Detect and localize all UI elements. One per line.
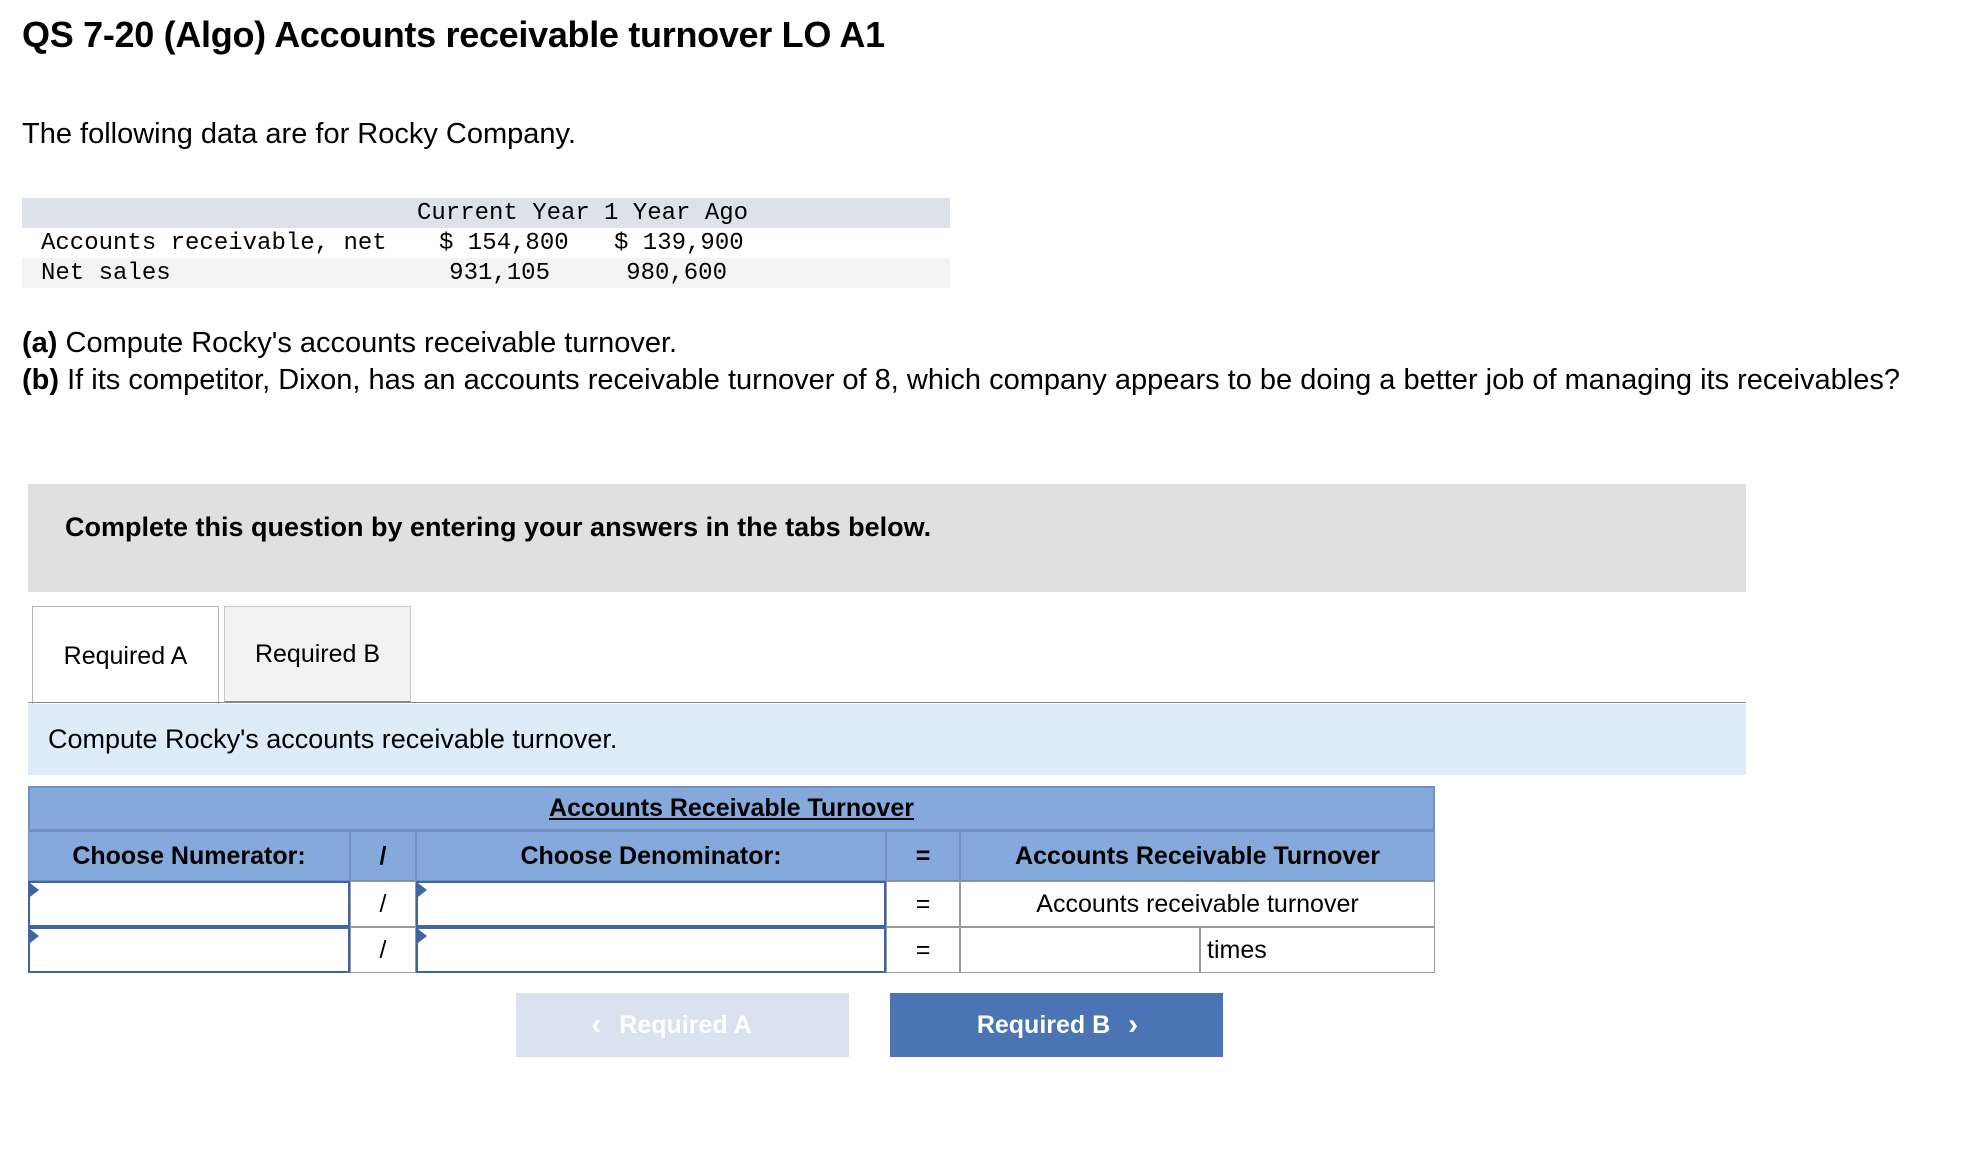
tab-instruction <box>28 704 1746 775</box>
question-b <box>22 362 1912 399</box>
page-title: QS 7-20 (Algo) Accounts receivable turnover LO A1 <box>22 14 885 55</box>
dropdown-marker-icon <box>418 929 427 943</box>
prior-year-value: $ 139,900 <box>614 230 744 257</box>
grid-title-row <box>28 786 1435 831</box>
question-a-text: Compute Rocky's accounts receivable turnover. <box>57 327 678 359</box>
numerator-header: Choose Numerator: <box>28 831 350 881</box>
column-header-current-year: Current Year <box>417 200 590 227</box>
result-header: Accounts Receivable Turnover <box>960 831 1435 881</box>
dropdown-marker-icon <box>418 883 427 897</box>
data-table <box>22 198 950 290</box>
question-b-tag: (b) <box>22 364 60 396</box>
tab-required-a[interactable] <box>32 606 219 705</box>
tab-required-b[interactable] <box>224 606 411 702</box>
column-header-1-year-ago: 1 Year Ago <box>604 200 749 227</box>
chevron-right-icon: › <box>1128 1008 1139 1041</box>
instruction-text: Compute Rocky's accounts receivable turnover. <box>48 724 618 754</box>
table-row <box>22 228 950 258</box>
prev-button-label: Required A <box>619 1010 752 1039</box>
equals-header: = <box>886 831 960 881</box>
current-year-value: 931,105 <box>449 260 550 287</box>
chevron-left-icon: ‹ <box>591 1008 602 1041</box>
question-b-text: If its competitor, Dixon, has an accounts receivable turnover of 8, which company appears to be doing a better job of managing its receivables? <box>59 364 1900 396</box>
row-label: Accounts receivable, net <box>41 230 387 257</box>
dropdown-marker-icon <box>30 929 39 943</box>
question-prompts <box>22 325 1912 399</box>
question-a <box>22 325 1912 362</box>
row-label: Net sales <box>41 260 171 287</box>
denominator-header: Choose Denominator: <box>416 831 886 881</box>
current-year-value: $ 154,800 <box>439 230 569 257</box>
dropdown-marker-icon <box>30 883 39 897</box>
denominator-amount-input[interactable] <box>416 927 886 973</box>
prior-year-value: 980,600 <box>626 260 727 287</box>
next-required-b-button[interactable] <box>890 993 1223 1057</box>
turnover-result-input[interactable] <box>960 927 1200 973</box>
times-unit-label: times <box>1200 927 1435 973</box>
numerator-amount-input[interactable] <box>28 927 350 973</box>
instructions-banner <box>28 484 1746 592</box>
next-button-label: Required B <box>976 1010 1111 1039</box>
divide-sign: / <box>350 881 416 927</box>
question-a-tag: (a) <box>22 327 58 359</box>
banner-text: Complete this question by entering your answers in the tabs below. <box>65 512 932 542</box>
table-row <box>22 258 950 288</box>
prev-required-a-button[interactable] <box>516 993 849 1057</box>
divide-header: / <box>350 831 416 881</box>
grid-title: Accounts Receivable Turnover <box>549 794 914 822</box>
equals-sign: = <box>886 881 960 927</box>
denominator-select[interactable] <box>416 881 886 927</box>
divide-sign: / <box>350 927 416 973</box>
data-table-header <box>22 198 950 228</box>
equals-sign: = <box>886 927 960 973</box>
tab-divider <box>28 702 1746 703</box>
numerator-select[interactable] <box>28 881 350 927</box>
intro-text: The following data are for Rocky Company. <box>22 118 576 150</box>
tab-label: Required B <box>254 639 381 668</box>
result-label: Accounts receivable turnover <box>960 881 1435 927</box>
answer-grid <box>28 786 1435 974</box>
tab-label: Required A <box>63 641 188 670</box>
